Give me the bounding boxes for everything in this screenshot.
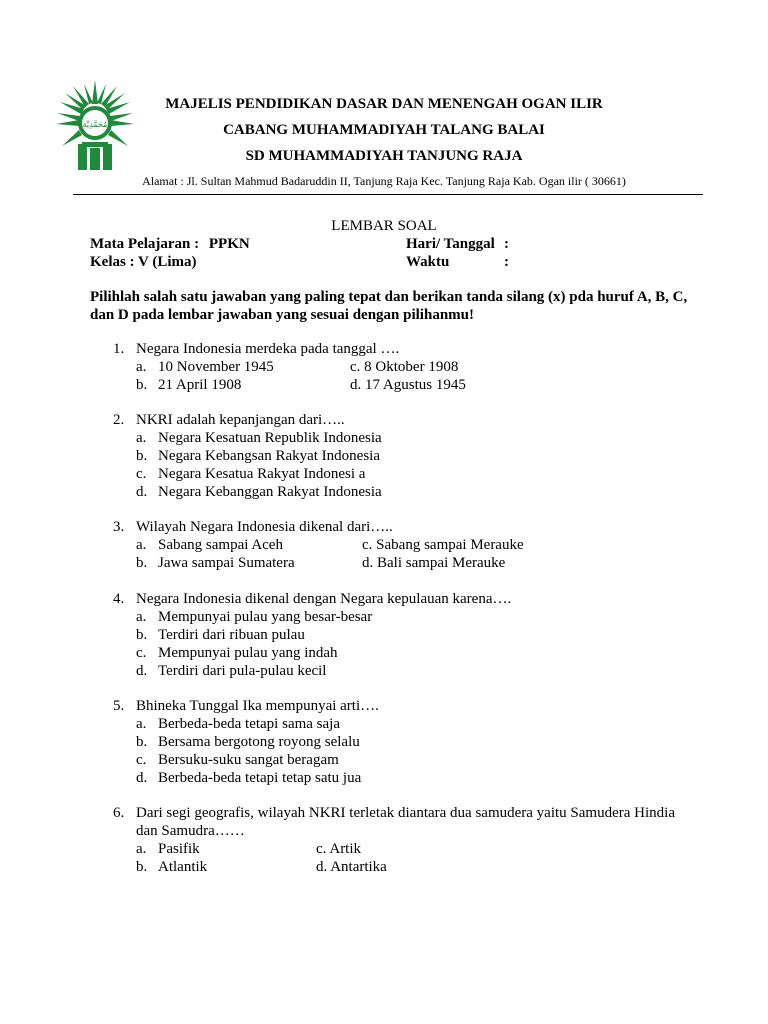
school-address: Alamat : Jl. Sultan Mahmud Badaruddin II, Tanjung Raja Kec. Tanjung Raja Kab. Ogan ilir ( 30661) [142, 174, 626, 188]
logo-text: مُحَمَّدِيَّة [82, 120, 108, 129]
option-text: Negara Kebangsan Rakyat Indonesia [158, 448, 380, 464]
option-text: Berbeda-beda tetapi sama saja [158, 716, 340, 732]
subject-value: PPKN [208, 236, 250, 252]
question-1 [0, 341, 768, 413]
question-text-continued: dan Samudra…… [136, 823, 245, 839]
question-6 [0, 805, 768, 895]
document-title: LEMBAR SOAL [331, 218, 437, 234]
option-text: Negara Kesatuan Republik Indonesia [158, 430, 382, 446]
instructions: Pilihlah salah satu jawaban yang paling tepat dan berikan tanda silang (x) pda huruf A, B, C, dan D pada lembar jawaban yang sesuai dengan pilihanmu! [90, 289, 688, 323]
option-label: a. [136, 430, 147, 446]
option-label: a. [136, 716, 147, 732]
question-text: Bhineka Tunggal Ika mempunyai arti…. [136, 698, 379, 714]
question-number: 5. [113, 698, 125, 714]
question-text: Negara Indonesia dikenal dengan Negara kepulauan karena…. [136, 591, 512, 607]
option-label: c. [136, 645, 147, 661]
option-text: Bersuku-suku sangat beragam [158, 752, 339, 768]
option-d [350, 377, 466, 395]
subject-row [90, 235, 250, 253]
class-label: Kelas : V (Lima) [90, 254, 197, 270]
option-c [350, 359, 458, 377]
day-date-label: Hari/ Tanggal [406, 236, 495, 252]
option-label: d. [136, 770, 148, 786]
option-label: d. [316, 859, 328, 875]
option-c [362, 537, 524, 555]
time-label: Waktu [406, 254, 450, 270]
option-text: Jawa sampai Sumatera [158, 555, 295, 571]
option-text: Bali sampai Merauke [377, 555, 506, 571]
option-d [362, 555, 505, 573]
option-text: Negara Kebanggan Rakyat Indonesia [158, 484, 382, 500]
option-text: 17 Agustus 1945 [365, 377, 466, 393]
option-label: b. [136, 859, 148, 875]
question-text: Wilayah Negara Indonesia dikenal dari….. [136, 519, 393, 535]
option-text: Negara Kesatua Rakyat Indonesi a [158, 466, 366, 482]
option-label: a. [136, 537, 147, 553]
question-text: Dari segi geografis, wilayah NKRI terletak diantara dua samudera yaitu Samudera Hindia [136, 805, 675, 821]
option-label: d. [350, 377, 362, 393]
question-number: 2. [113, 412, 125, 428]
question-4 [0, 591, 768, 681]
option-text: Atlantik [158, 859, 208, 875]
option-label: a. [136, 359, 147, 375]
question-number: 4. [113, 591, 125, 607]
option-label: a. [136, 841, 147, 857]
option-c [316, 841, 361, 859]
option-label: c. [136, 752, 147, 768]
option-text: 8 Oktober 1908 [364, 359, 459, 375]
header-line-1: MAJELIS PENDIDIKAN DASAR DAN MENENGAH OGAN ILIR [165, 96, 603, 112]
option-text: Terdiri dari ribuan pulau [158, 627, 305, 643]
option-label: d. [136, 484, 148, 500]
option-label: d. [136, 663, 148, 679]
header-divider [73, 194, 703, 195]
question-number: 3. [113, 519, 125, 535]
option-label: b. [136, 627, 148, 643]
option-text: Terdiri dari pula-pulau kecil [158, 663, 327, 679]
subject-label: Mata Pelajaran : [90, 236, 200, 252]
question-2 [0, 412, 768, 502]
question-3 [0, 519, 768, 591]
option-text: 10 November 1945 [158, 359, 274, 375]
option-label: b. [136, 734, 148, 750]
day-date-colon: : [504, 236, 509, 252]
time-colon: : [504, 254, 509, 270]
header-line-2: CABANG MUHAMMADIYAH TALANG BALAI [223, 122, 545, 138]
option-label: b. [136, 555, 148, 571]
question-text: NKRI adalah kepanjangan dari….. [136, 412, 345, 428]
option-label: c. [350, 359, 361, 375]
question-text: Negara Indonesia merdeka pada tanggal …. [136, 341, 400, 357]
option-text: Pasifik [158, 841, 200, 857]
option-text: Mempunyai pulau yang besar-besar [158, 609, 373, 625]
option-text: 21 April 1908 [158, 377, 242, 393]
option-label: b. [136, 377, 148, 393]
header-line-3: SD MUHAMMADIYAH TANJUNG RAJA [245, 148, 523, 164]
option-text: Antartika [330, 859, 387, 875]
option-text: Sabang sampai Aceh [158, 537, 283, 553]
option-label: c. [316, 841, 327, 857]
option-label: d. [362, 555, 374, 571]
option-text: Berbeda-beda tetapi tetap satu jua [158, 770, 362, 786]
option-label: a. [136, 609, 147, 625]
option-label: c. [136, 466, 147, 482]
option-label: b. [136, 448, 148, 464]
option-text: Artik [329, 841, 362, 857]
option-text: Mempunyai pulau yang indah [158, 645, 338, 661]
option-text: Bersama bergotong royong selalu [158, 734, 360, 750]
question-number: 6. [113, 805, 125, 821]
option-d [316, 859, 387, 877]
option-label: c. [362, 537, 373, 553]
option-text: Sabang sampai Merauke [376, 537, 524, 553]
question-number: 1. [113, 341, 125, 357]
question-5 [0, 698, 768, 788]
